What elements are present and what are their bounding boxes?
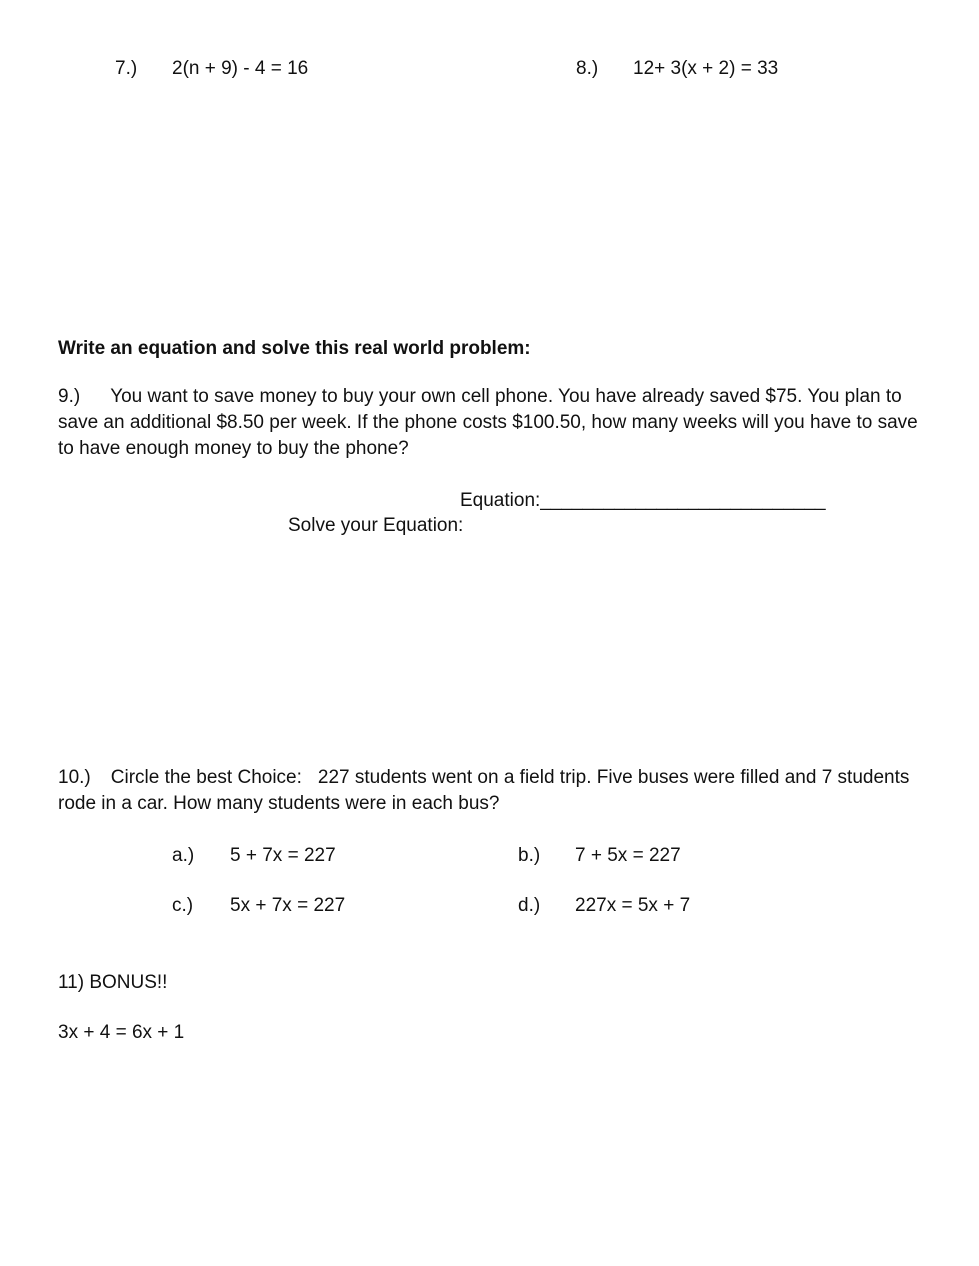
problem-7-number: 7.) <box>115 58 138 79</box>
choice-b-expr: 7 + 5x = 227 <box>575 845 681 866</box>
equation-label: Equation:___________________________ <box>460 490 826 511</box>
choice-c-expr: 5x + 7x = 227 <box>230 895 346 916</box>
problem-9-text: You want to save money to buy your own cell phone. You have already saved $75. You plan to save an additional $8.50 per week. If the phone costs $100.50, how many weeks will you have to save to have enough money to buy the phone? <box>58 386 918 459</box>
problem-7-equation: 2(n + 9) - 4 = 16 <box>172 58 309 79</box>
problem-11-equation: 3x + 4 = 6x + 1 <box>58 1022 185 1043</box>
problem-10 <box>58 765 928 817</box>
problem-10-text: 227 students went on a field trip. Five buses were filled and 7 students rode in a car. How many students were in each bus? <box>58 767 910 814</box>
problem-8-equation: 12+ 3(x + 2) = 33 <box>633 58 779 79</box>
choice-d-expr: 227x = 5x + 7 <box>575 895 691 916</box>
choice-a-expr: 5 + 7x = 227 <box>230 845 336 866</box>
problem-10-number: 10.) <box>58 767 91 788</box>
problem-9-number: 9.) <box>58 386 81 407</box>
section-heading: Write an equation and solve this real world problem: <box>58 338 531 359</box>
problem-11-title: 11) BONUS!! <box>58 972 168 993</box>
choice-d-label: d.) <box>518 895 541 916</box>
choice-b-label: b.) <box>518 845 541 866</box>
problem-9 <box>58 384 928 462</box>
choice-a-label: a.) <box>172 845 195 866</box>
problem-8-number: 8.) <box>576 58 599 79</box>
problem-10-instruction: Circle the best Choice: <box>110 767 302 788</box>
choice-c-label: c.) <box>172 895 194 916</box>
solve-label: Solve your Equation: <box>288 515 464 536</box>
